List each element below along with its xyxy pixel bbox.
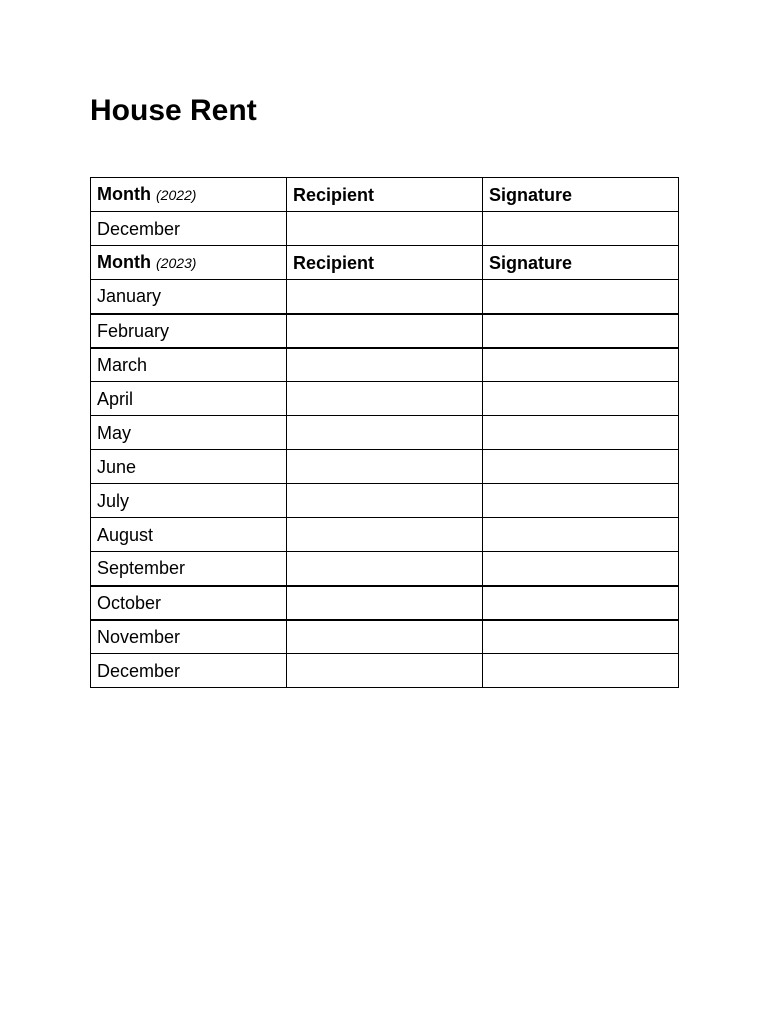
recipient-cell[interactable] [287,212,483,246]
month-cell: December [91,212,287,246]
year-label-2023: (2023) [156,255,197,271]
table-row [91,586,679,620]
month-column-label: Month [97,184,151,204]
table-row [91,552,679,586]
signature-cell[interactable] [483,280,679,314]
month-cell: August [91,518,287,552]
month-cell: July [91,484,287,518]
page-title: House Rent [90,94,257,127]
month-cell: October [91,586,287,620]
recipient-cell[interactable] [287,654,483,688]
table-row [91,416,679,450]
table-row [91,348,679,382]
month-header-2023 [91,246,287,280]
recipient-header-2023: Recipient [287,246,483,280]
signature-cell[interactable] [483,348,679,382]
signature-cell[interactable] [483,518,679,552]
table-row [91,484,679,518]
month-cell: September [91,552,287,586]
month-column-label: Month [97,252,151,272]
table-row [91,620,679,654]
month-header-2022 [91,178,287,212]
recipient-cell[interactable] [287,552,483,586]
year-label-2022: (2022) [156,187,197,203]
signature-header-2023: Signature [483,246,679,280]
month-cell: January [91,280,287,314]
recipient-header-2022: Recipient [287,178,483,212]
table-row [91,654,679,688]
recipient-cell[interactable] [287,416,483,450]
recipient-cell[interactable] [287,484,483,518]
table-row [91,280,679,314]
rent-log-table [90,177,679,688]
signature-cell[interactable] [483,552,679,586]
table-row [91,450,679,484]
table-header-row-2023 [91,246,679,280]
table-row [91,314,679,348]
month-cell: May [91,416,287,450]
recipient-cell[interactable] [287,450,483,484]
month-cell: March [91,348,287,382]
signature-cell[interactable] [483,212,679,246]
signature-cell[interactable] [483,382,679,416]
signature-header-2022: Signature [483,178,679,212]
signature-cell[interactable] [483,484,679,518]
table-row [91,382,679,416]
month-cell: December [91,654,287,688]
recipient-cell[interactable] [287,518,483,552]
signature-cell[interactable] [483,654,679,688]
signature-cell[interactable] [483,450,679,484]
recipient-cell[interactable] [287,620,483,654]
month-cell: February [91,314,287,348]
recipient-cell[interactable] [287,348,483,382]
month-cell: June [91,450,287,484]
month-cell: November [91,620,287,654]
recipient-cell[interactable] [287,586,483,620]
signature-cell[interactable] [483,586,679,620]
recipient-cell[interactable] [287,314,483,348]
month-cell: April [91,382,287,416]
table-row [91,212,679,246]
signature-cell[interactable] [483,314,679,348]
table-header-row-2022 [91,178,679,212]
recipient-cell[interactable] [287,382,483,416]
recipient-cell[interactable] [287,280,483,314]
signature-cell[interactable] [483,416,679,450]
signature-cell[interactable] [483,620,679,654]
table-row [91,518,679,552]
